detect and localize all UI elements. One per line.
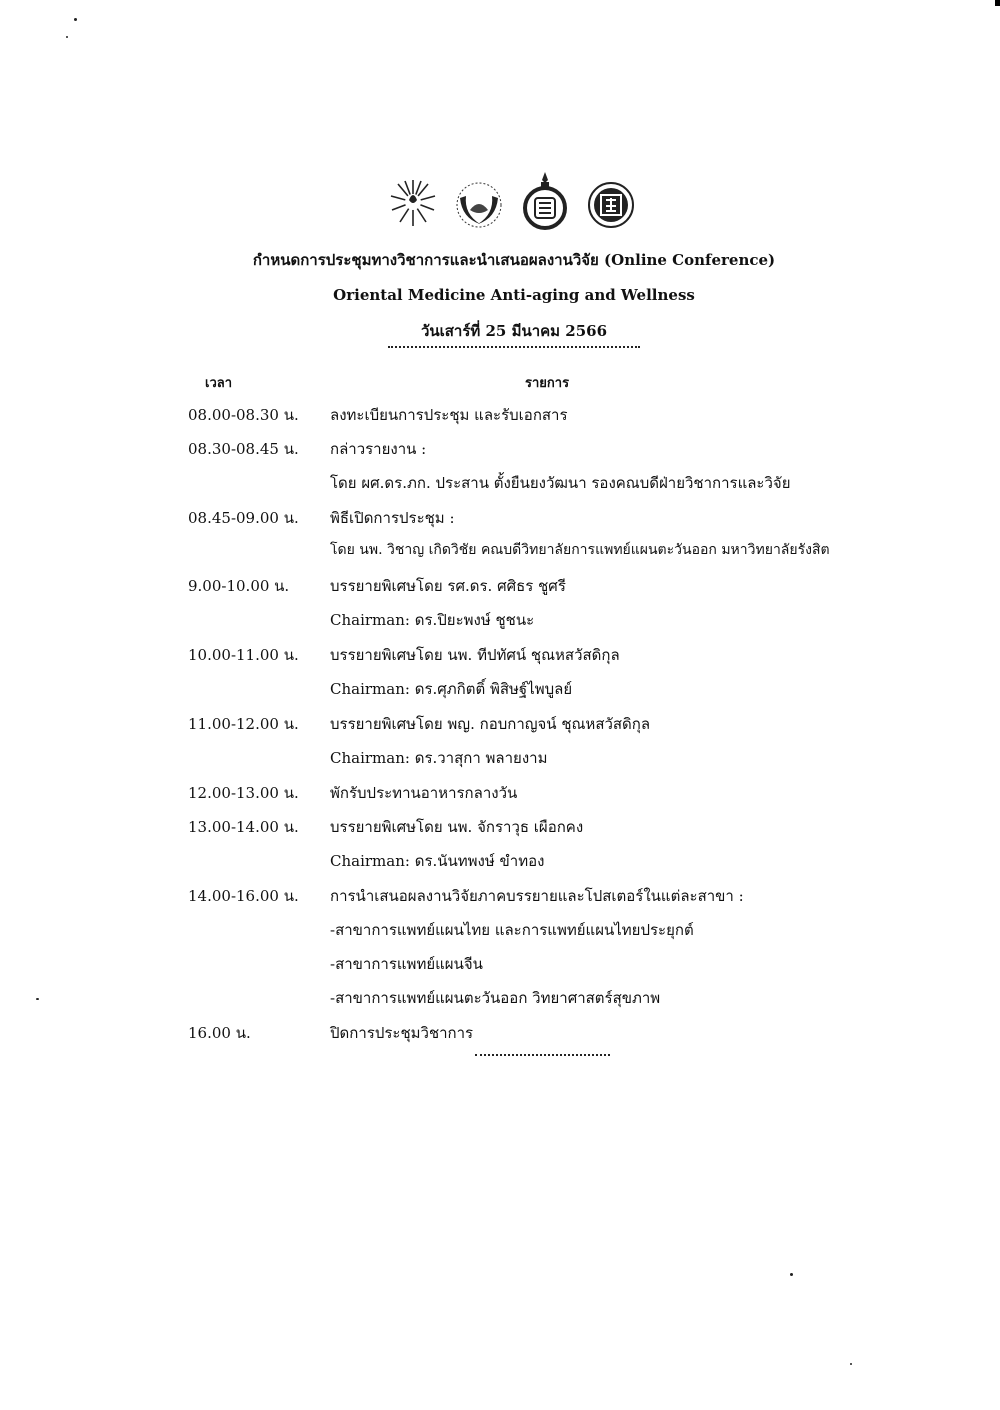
title-dotted-divider [388,346,640,348]
conference-date: วันเสาร์ที่ 25 มีนาคม 2566 [420,322,608,340]
closing-dotted-divider [475,1054,610,1056]
schedule-text: โดย ผศ.ดร.ภก. ประสาน ตั้งยืนยงวัฒนา รองคณบดีฝ่ายวิชาการและวิจัย [330,474,791,492]
schedule-text: การนำเสนอผลงานวิจัยภาคบรรยายและโปสเตอร์ในแต่ละสาขา : [330,887,744,905]
schedule-row [0,918,1000,948]
schedule-text: Chairman: ดร.ศุภกิตติ์ พิสิษฐ์ไพบูลย์ [330,680,573,698]
schedule-row [0,884,1000,914]
crescent-wave-emblem-icon [452,180,506,230]
logo-row [388,172,638,236]
schedule-text: ลงทะเบียนการประชุม และรับเอกสาร [330,406,568,424]
schedule-text: บรรยายพิเศษโดย รศ.ดร. ศศิธร ชูศรี [330,577,566,595]
schedule-text: -สาขาการแพทย์แผนจีน [330,955,483,973]
university-crest-icon [520,170,570,230]
schedule-text: บรรยายพิเศษโดย นพ. จักราวุธ เผือกคง [330,818,584,836]
document-title: กำหนดการประชุมทางวิชาการและนำเสนอผลงานวิจัย (Online Conference) [252,251,776,269]
schedule-text: บรรยายพิเศษโดย นพ. ทีปทัศน์ ชุณหสวัสดิกุล [330,646,620,664]
sunburst-emblem-icon [388,172,438,230]
schedule-row [0,781,1000,811]
schedule-row [0,643,1000,673]
schedule-row [0,539,1000,569]
schedule-time: 08.30-08.45 น. [188,440,299,458]
schedule-time: 08.45-09.00 น. [188,509,299,527]
column-header-time: เวลา [205,376,233,391]
schedule-text: พักรับประทานอาหารกลางวัน [330,784,518,802]
scan-speck [850,1363,852,1365]
chinese-seal-emblem-icon [586,180,636,230]
schedule-row [0,677,1000,707]
schedule-text: พิธีเปิดการประชุม : [330,509,455,527]
schedule-time: 13.00-14.00 น. [188,818,299,836]
schedule-row [0,746,1000,776]
column-header-item: รายการ [525,376,570,391]
schedule-text: ปิดการประชุมวิชาการ [330,1024,474,1042]
scan-corner-mark [995,0,1000,6]
schedule-time: 11.00-12.00 น. [188,715,299,733]
scan-speck [66,36,68,38]
schedule-row [0,437,1000,467]
schedule-row [0,712,1000,742]
scan-speck [790,1273,793,1276]
schedule-row [0,403,1000,433]
schedule-row [0,608,1000,638]
schedule-row [0,471,1000,501]
scan-speck [36,998,39,1000]
scan-speck [74,18,77,21]
schedule-row [0,952,1000,982]
schedule-time: 08.00-08.30 น. [188,406,299,424]
schedule-text: Chairman: ดร.วาสุกา พลายงาม [330,749,548,767]
schedule-row [0,986,1000,1016]
conference-name: Oriental Medicine Anti-aging and Wellness [333,286,695,304]
schedule-row [0,815,1000,845]
schedule-row [0,849,1000,879]
schedule-time: 16.00 น. [188,1024,251,1042]
schedule-text: -สาขาการแพทย์แผนไทย และการแพทย์แผนไทยประยุกต์ [330,921,694,939]
schedule-time: 9.00-10.00 น. [188,577,290,595]
schedule-row [0,574,1000,604]
schedule-text: กล่าวรายงาน : [330,440,427,458]
schedule-text: Chairman: ดร.ปิยะพงษ์ ชูชนะ [330,611,535,629]
schedule-time: 12.00-13.00 น. [188,784,299,802]
schedule-time: 10.00-11.00 น. [188,646,299,664]
schedule-text: บรรยายพิเศษโดย พญ. กอบกาญจน์ ชุณหสวัสดิกุล [330,715,651,733]
schedule-text: โดย นพ. วิชาญ เกิดวิชัย คณบดีวิทยาลัยการแพทย์แผนตะวันออก มหาวิทยาลัยรังสิต [330,542,830,558]
schedule-row [0,1021,1000,1051]
schedule-row [0,506,1000,536]
schedule-text: -สาขาการแพทย์แผนตะวันออก วิทยาศาสตร์สุขภาพ [330,989,661,1007]
schedule-text: Chairman: ดร.นันทพงษ์ ขำทอง [330,852,545,870]
schedule-time: 14.00-16.00 น. [188,887,299,905]
